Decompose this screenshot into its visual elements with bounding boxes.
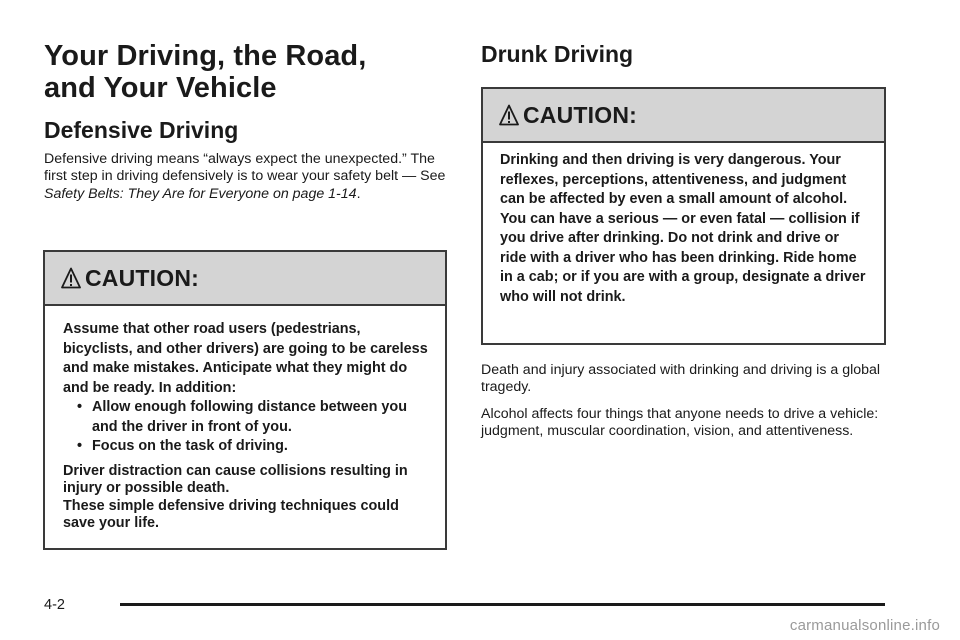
caution-paragraph: Assume that other road users (pedestrians, bicyclists, and other drivers) are going to be careless and make mistakes. Anticipate what they might do and be ready. In addition: <box>63 321 428 396</box>
cross-reference-link[interactable]: Safety Belts: They Are for Everyone on page 1-14 <box>44 185 357 202</box>
caution-title: CAUTION: <box>523 101 638 128</box>
caution-header <box>483 89 884 143</box>
caution-body <box>45 306 445 533</box>
paragraph-global-tragedy: Death and injury associated with drinking and driving is a global tragedy. <box>481 362 881 396</box>
warning-triangle-icon <box>499 104 519 126</box>
caution-box-defensive <box>43 250 447 550</box>
drunk-driving-text <box>481 362 886 440</box>
paragraph-alcohol-effects: Alcohol affects four things that anyone needs to drive a vehicle: judgment, muscular coordination, vision, and attentiveness. <box>481 405 879 439</box>
right-column <box>481 40 885 68</box>
warning-triangle-icon <box>61 267 81 289</box>
page-number: 4-2 <box>44 597 65 613</box>
footer-rule <box>120 603 885 606</box>
list-item: • Allow enough following distance between you and the driver in front of you. <box>77 399 408 435</box>
intro-paragraph: Defensive driving means “always expect the unexpected.” The first step in driving defensively is to wear your safety belt — See Safety Belts: They Are for Everyone on page 1-14. <box>44 151 446 202</box>
caution-title: CAUTION: <box>85 264 200 291</box>
caution-body <box>483 143 884 307</box>
left-column <box>44 40 446 203</box>
section-heading-drunk-driving: Drunk Driving <box>481 41 634 67</box>
chapter-title: Your Driving, the Road, and Your Vehicle <box>44 40 367 104</box>
caution-box-drunk <box>481 87 886 345</box>
caution-bullet-list <box>63 398 429 457</box>
list-item: • Focus on the task of driving. <box>77 438 288 454</box>
caution-header <box>45 252 445 306</box>
caution-paragraph: Drinking and then driving is very dangerous. Your reflexes, perceptions, attentiveness, and judgment can be affected by even a small amount of alcohol. You can have a serious — or even fatal — collision if you drive after drinking. Do not drink and drive or ride with a driver who has been drinking. Ride home in a cab; or if you are with a group, designate a driver who will not drink. <box>500 152 866 305</box>
watermark: carmanualsonline.info <box>789 617 940 634</box>
section-heading-defensive-driving: Defensive Driving <box>44 117 239 143</box>
caution-note: Driver distraction can cause collisions resulting in injury or possible death. These simple defensive driving techniques could save your life. <box>63 462 408 532</box>
